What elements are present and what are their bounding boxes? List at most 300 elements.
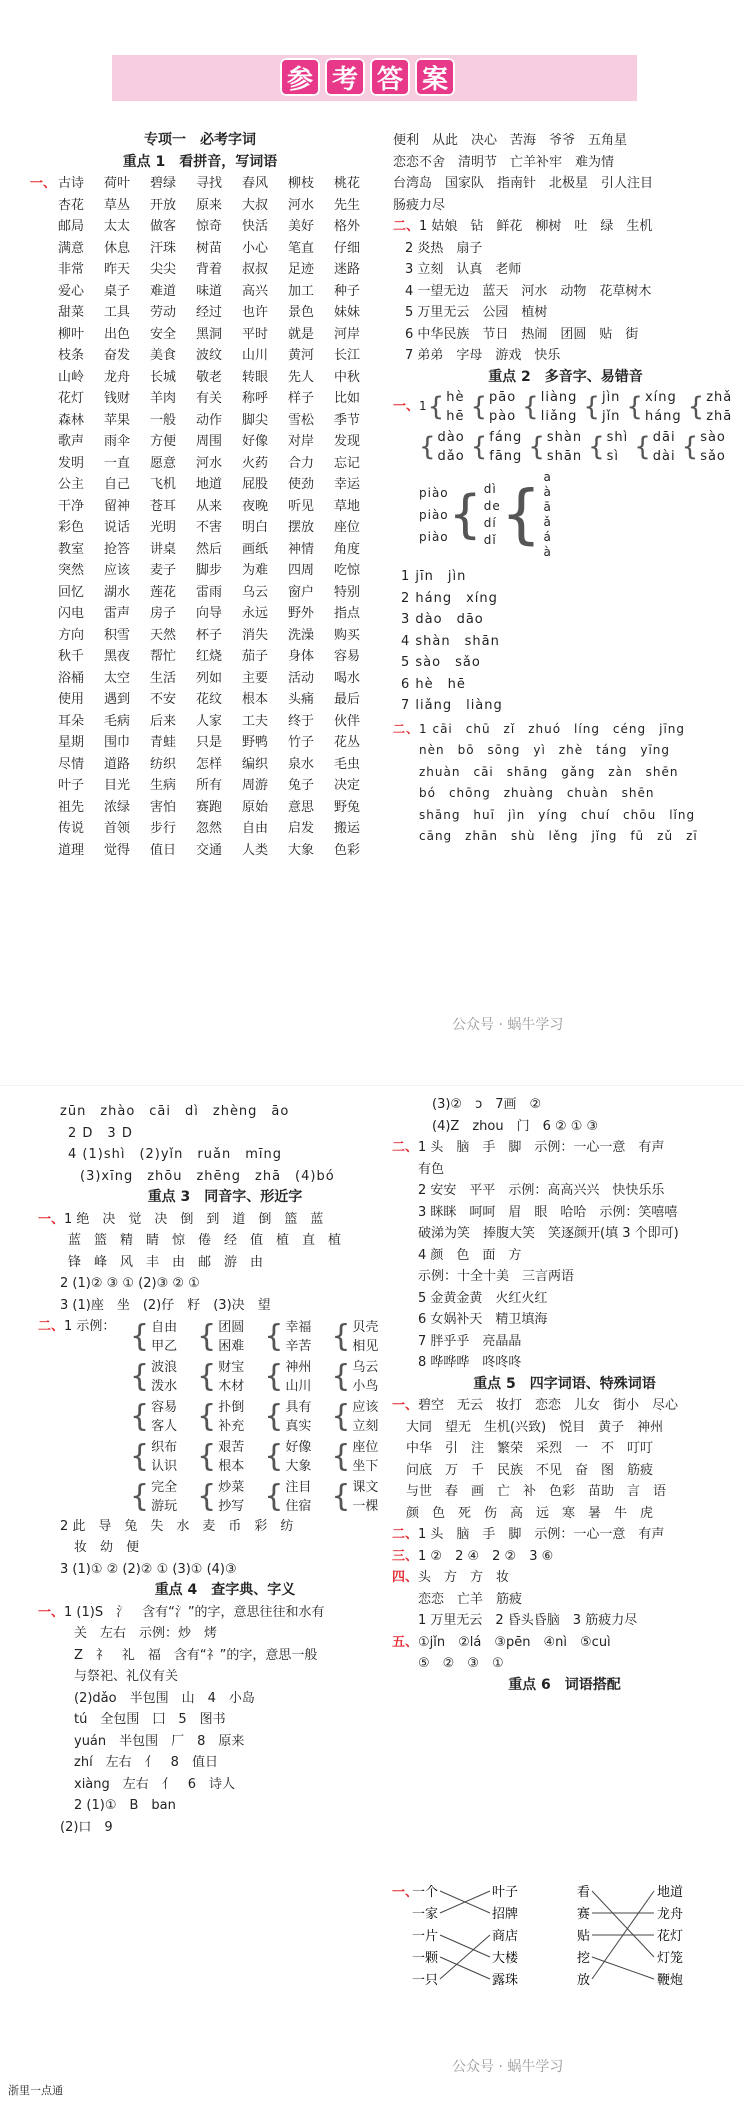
word: 仔细: [334, 240, 361, 256]
text-line: 5 sào sǎo: [401, 655, 481, 670]
pinyin-pair: [522, 388, 577, 426]
word: 荷叶: [104, 176, 131, 191]
word: 坐下: [352, 1458, 379, 1474]
pinyin: pāo: [489, 390, 517, 405]
word: 向导: [196, 606, 223, 621]
match-word: 露珠: [492, 1973, 519, 1988]
text-line: 6 女娲补天 精卫填海: [418, 1312, 548, 1327]
pinyin-pair: [682, 428, 726, 466]
word: 雷雨: [196, 584, 223, 600]
brace: {: [197, 1318, 217, 1354]
word: 彩色: [58, 520, 85, 535]
word-pair: [264, 1478, 311, 1516]
word-stack: [151, 1318, 177, 1356]
pinyin: dào: [437, 430, 465, 445]
word-stack: [285, 1358, 311, 1396]
word: 枝条: [58, 348, 85, 363]
word-stack: [285, 1438, 311, 1476]
text-line: 1 头 脑 手 脚 示例：一心一意 有声: [418, 1527, 665, 1542]
section-mark: 二、: [393, 721, 420, 736]
word: 昨天: [104, 262, 131, 277]
match-word: 鞭炮: [657, 1973, 684, 1988]
word: 周围: [196, 434, 223, 449]
word: 突然: [58, 563, 85, 578]
word: 大象: [288, 842, 315, 858]
section-mark: 四、: [392, 1570, 419, 1585]
brace: {: [681, 432, 699, 462]
word: 出色: [104, 326, 131, 342]
word: 帮忙: [150, 649, 177, 664]
word-pair: [197, 1318, 244, 1356]
text-line: 与祭祀、礼仪有关: [74, 1669, 179, 1684]
word-stack: [218, 1438, 244, 1476]
text-line: 1 ② 2 ④ 2 ② 3 ⑥: [418, 1548, 554, 1564]
text-line: 2 háng xíng: [401, 590, 498, 606]
page-title: [280, 58, 455, 96]
word-stack: [352, 1438, 378, 1476]
point-title: 重点 5 四字词语、特殊词语: [473, 1375, 656, 1392]
word-row: [30, 818, 370, 840]
word: 应该: [104, 563, 131, 578]
brace: {: [522, 392, 539, 422]
word-stack: [352, 1478, 378, 1516]
pinyin: piào: [419, 530, 449, 544]
text-line: (4)Z zhou 门 6 ② ① ③: [432, 1118, 599, 1134]
word: 人类: [242, 842, 269, 858]
word: 长城: [150, 369, 177, 385]
match-word: 一个: [412, 1885, 439, 1900]
word: 红烧: [196, 649, 223, 664]
brace: {: [197, 1478, 217, 1514]
text-line: 中华 引 注 繁荣 采烈 一 不 叮叮: [406, 1441, 654, 1456]
pinyin-stack: [607, 428, 629, 466]
word: 火药: [242, 455, 269, 471]
point-title: 重点 6 词语搭配: [508, 1676, 621, 1693]
word: 工夫: [242, 713, 269, 729]
word: 屁股: [242, 477, 269, 492]
text-line: (2)口 9: [60, 1819, 113, 1835]
match-diagram: [392, 1876, 737, 2011]
section-mark: 二、: [392, 1527, 419, 1542]
match-line: [440, 1957, 490, 1979]
word: 河水: [196, 455, 223, 471]
text-line: 5 金黄金黄 火红火红: [418, 1290, 548, 1306]
pinyin: ǎ: [543, 515, 552, 529]
word: 动作: [196, 412, 223, 428]
word-row: [30, 388, 370, 410]
section-mark: 二、: [392, 1140, 419, 1155]
word: 讲桌: [150, 541, 177, 557]
word: 非常: [58, 262, 85, 277]
text-line: 6 中华民族 节日 热闹 团圆 贴 街: [405, 326, 639, 342]
word: 抄写: [218, 1498, 245, 1514]
word-pair: [331, 1358, 378, 1396]
match-line: [440, 1935, 490, 1979]
word: 游玩: [151, 1498, 178, 1514]
text-line: Z 礻 礼 福 含有“礻”的字，意思一般: [74, 1647, 318, 1663]
word: 决定: [334, 778, 361, 793]
text-line: 3 (1)① ② (2)② ① (3)① (4)③: [60, 1561, 237, 1577]
word: 山川: [242, 348, 269, 363]
word: 交通: [196, 842, 223, 858]
word-row: [30, 453, 370, 475]
brace: {: [130, 1438, 150, 1474]
word-row: [30, 840, 370, 862]
word-pair: [331, 1318, 378, 1356]
word: 害怕: [150, 799, 177, 815]
word: 生活: [150, 670, 177, 686]
right-column-2: [392, 1094, 737, 1696]
text-line: 1 (1)S 氵 含有“氵”的字，意思往往和水有: [64, 1604, 325, 1620]
word: 河水: [288, 197, 315, 213]
word: 列如: [196, 670, 223, 686]
brace: {: [470, 392, 487, 422]
word: 只是: [196, 735, 223, 750]
text-line: 2 (1)② ③ ① (2)③ ② ①: [60, 1276, 200, 1291]
word: 苹果: [104, 412, 131, 428]
word-row: [30, 517, 370, 539]
word: 格外: [334, 219, 361, 234]
word: 野鸭: [242, 735, 269, 750]
word: 经过: [196, 305, 223, 320]
word: 转眼: [242, 369, 269, 385]
word-pair: [130, 1358, 177, 1396]
word: 周游: [242, 778, 269, 793]
brace: {: [197, 1358, 217, 1394]
word: 加工: [288, 283, 315, 299]
text-line: [393, 719, 738, 741]
match-word: 一只: [412, 1973, 439, 1988]
word: 色彩: [334, 842, 361, 858]
word: 高兴: [242, 283, 269, 299]
brace: {: [626, 392, 643, 422]
word: 画纸: [242, 541, 269, 557]
word-stack: [218, 1318, 244, 1356]
text-line: 3 dào dāo: [401, 612, 484, 627]
text-line: 4 一望无边 蓝天 河水 动物 花草树木: [405, 283, 652, 299]
word: 工具: [104, 305, 131, 320]
pinyin: sǎo: [700, 449, 726, 464]
word: 泼水: [151, 1378, 178, 1394]
pinyin: ā: [543, 500, 552, 514]
word: 敬老: [196, 369, 223, 385]
pinyin: shàn: [546, 430, 583, 445]
word: 中秋: [334, 369, 361, 385]
text-line: 与世 春 画 亡 补 色彩 苗助 言 语: [406, 1484, 667, 1499]
word: 完全: [151, 1479, 178, 1495]
match-word: 龙舟: [657, 1907, 684, 1922]
word: 消失: [242, 627, 269, 643]
section-mark: 一、: [38, 1211, 65, 1227]
word: 贝壳: [352, 1319, 379, 1335]
pinyin-pair: [626, 388, 681, 426]
text-line: 2 D 3 D: [68, 1125, 133, 1141]
word: 自由: [151, 1319, 178, 1335]
pinyin-pair: [528, 428, 582, 466]
word-pair: [331, 1438, 378, 1476]
section-mark: 一、: [38, 1604, 65, 1620]
word: 财宝: [218, 1359, 245, 1375]
word: 做客: [150, 219, 177, 234]
word-pair: [264, 1438, 311, 1476]
word: 惊奇: [196, 219, 223, 234]
word: 湖水: [104, 584, 131, 600]
word-row: [30, 668, 370, 690]
pinyin: fáng: [489, 430, 523, 445]
word: 雪松: [288, 412, 315, 428]
section-mark: 二、: [38, 1319, 65, 1334]
word: 教室: [58, 541, 85, 557]
pinyin-stack: [602, 388, 620, 426]
word-row: [30, 496, 370, 518]
word: 野兔: [334, 799, 361, 815]
word: 值日: [150, 842, 177, 858]
brace: {: [419, 432, 436, 462]
section-mark: 一、: [30, 176, 57, 191]
title-char: 参: [280, 58, 320, 96]
word: 活动: [288, 670, 315, 686]
word: 甲乙: [151, 1338, 178, 1354]
word: 困难: [218, 1338, 245, 1354]
word: 合力: [288, 455, 315, 471]
word: 幸福: [285, 1319, 312, 1335]
pinyin: zhǎ: [706, 390, 733, 405]
word: 听见: [288, 498, 315, 514]
text-line: 碧空 无云 妆打 恋恋 儿女 街小 尽心: [418, 1398, 679, 1413]
text-line: [393, 783, 738, 805]
text-line: 6 hè hē: [401, 676, 466, 692]
word-row: [30, 732, 370, 754]
pinyin: a: [543, 470, 552, 484]
word: 补充: [218, 1418, 245, 1434]
word-row: [30, 689, 370, 711]
word: 也许: [242, 305, 269, 320]
word: 森林: [58, 412, 85, 428]
word: 忽然: [196, 821, 223, 836]
word: 尽情: [58, 756, 85, 772]
word: 劳动: [150, 305, 177, 320]
word: 对岸: [288, 434, 315, 449]
word: 安全: [150, 326, 177, 342]
word: 野外: [288, 606, 315, 621]
word: 美好: [288, 219, 315, 234]
word-row: [30, 474, 370, 496]
word: 吃惊: [334, 563, 361, 578]
word: 碧绿: [150, 176, 177, 191]
watermark: 公众号 · 蜗牛学习: [452, 1017, 564, 1033]
word-pair: [331, 1398, 378, 1436]
word: 座位: [352, 1439, 379, 1455]
word: 真实: [285, 1418, 312, 1434]
brace: {: [130, 1318, 150, 1354]
brace: {: [427, 392, 445, 422]
word: 先生: [334, 197, 361, 213]
word-row: [30, 431, 370, 453]
word: 身体: [288, 649, 315, 664]
pinyin: dǎo: [437, 449, 465, 464]
word: 太太: [104, 219, 131, 234]
word-row: [30, 539, 370, 561]
word-pair: [130, 1318, 177, 1356]
point-title: 重点 2 多音字、易错音: [488, 368, 643, 385]
word-row: [30, 711, 370, 733]
brace: {: [331, 1398, 351, 1434]
section-mark: 一、: [392, 1398, 419, 1413]
word: 草地: [334, 498, 361, 514]
word: 黑夜: [104, 649, 131, 664]
word: 公主: [58, 477, 85, 492]
word: 桌子: [104, 283, 131, 299]
match-word: 赛: [577, 1907, 591, 1922]
pinyin-stack: [645, 388, 682, 426]
text-line: 1 万里无云 2 昏头昏脑 3 筋疲力尽: [418, 1613, 638, 1628]
word: 爱心: [58, 283, 85, 299]
pinyin: xíng: [644, 390, 677, 405]
word: 喝水: [334, 670, 361, 686]
word: 小鸟: [352, 1378, 379, 1394]
text-line: tú 全包围 囗 5 图书: [74, 1712, 226, 1727]
match-word: 花灯: [657, 1929, 684, 1944]
pinyin-stack: [653, 428, 676, 466]
word: 波纹: [196, 348, 223, 363]
word: 称呼: [242, 391, 269, 406]
word-stack: [352, 1358, 378, 1396]
word: 难道: [150, 283, 177, 299]
word: 大象: [285, 1458, 312, 1474]
brace: {: [197, 1438, 217, 1474]
word: 遇到: [104, 692, 131, 707]
word: 好像: [285, 1439, 312, 1455]
word: 怎样: [196, 756, 223, 772]
pinyin: dì: [483, 482, 497, 496]
word: 小心: [242, 240, 269, 256]
word: 永远: [242, 606, 269, 621]
word: 容易: [151, 1399, 178, 1415]
word: 留神: [104, 498, 131, 514]
match-word: 一颗: [412, 1951, 439, 1966]
word: 快活: [242, 219, 269, 234]
word: 耳朵: [58, 713, 85, 729]
pinyin-pair: [471, 428, 523, 466]
word: 围巾: [104, 735, 131, 750]
text-line: (3)② ɔ 7画 ②: [432, 1097, 542, 1112]
word: 明白: [242, 520, 269, 535]
word: 黑洞: [196, 326, 223, 342]
word: 有关: [196, 391, 223, 406]
text-line: 台湾岛 国家队 指南针 北极星 引人注目: [393, 176, 654, 191]
text-line: 问底 万 千 民族 不见 奋 图 筋疲: [406, 1462, 654, 1478]
title-char: 案: [415, 58, 455, 96]
text-line: ⑤ ② ③ ①: [418, 1656, 504, 1671]
word: 麦子: [150, 563, 177, 578]
pinyin: dài: [652, 449, 676, 464]
match-word: 大楼: [492, 1951, 519, 1966]
word: 愿意: [150, 455, 177, 471]
word: 苍耳: [150, 498, 177, 514]
word: 闪电: [58, 606, 85, 621]
word: 根本: [242, 692, 269, 707]
word-stack: [352, 1398, 378, 1436]
text-line: 2 炎热 扇子: [405, 240, 483, 256]
word: 乌云: [352, 1359, 379, 1375]
text-line: zūn zhào cāi dì zhèng āo: [60, 1104, 290, 1119]
pinyin: háng: [644, 409, 682, 424]
word: 美食: [150, 348, 177, 363]
word: 生病: [150, 778, 177, 793]
word: 好像: [242, 434, 269, 449]
word: 竹子: [288, 735, 315, 750]
pinyin: de: [483, 499, 501, 513]
match-word: 招牌: [492, 1907, 519, 1922]
word: 应该: [352, 1399, 379, 1415]
word-pair: [130, 1478, 177, 1516]
word: 住宿: [285, 1498, 312, 1514]
section-mark: 一、: [393, 399, 420, 415]
brace: {: [588, 432, 605, 462]
pinyin: dǐ: [483, 533, 497, 547]
word: 使劲: [288, 477, 315, 492]
text-line: 7 弟弟 字母 游戏 快乐: [405, 348, 561, 363]
word-grid: [30, 173, 370, 861]
word: 雷声: [104, 606, 131, 621]
word: 炒菜: [218, 1479, 245, 1495]
word: 说话: [104, 520, 131, 535]
word: 一直: [104, 455, 131, 471]
word-pair: [197, 1438, 244, 1476]
text-line: 4 颜 色 面 方: [418, 1247, 522, 1263]
word-row: [30, 259, 370, 281]
text-line: 8 哗哗哗 咚咚咚: [418, 1355, 522, 1370]
word-row: [30, 625, 370, 647]
pinyin: jǐn: [601, 409, 621, 424]
word: 目光: [104, 778, 131, 793]
pinyin-pair: [688, 388, 733, 426]
text-line: [393, 762, 738, 784]
brace: {: [264, 1398, 284, 1434]
section-title: 专项一 必考字词: [144, 132, 256, 148]
brace: {: [130, 1398, 150, 1434]
word: 容易: [334, 649, 361, 664]
text-line: 恋恋 亡羊 筋疲: [418, 1591, 523, 1607]
word: 泉水: [288, 756, 315, 772]
word: 飞机: [150, 477, 177, 492]
text-line: 示例：十全十美 三言两语: [418, 1269, 575, 1284]
word: 伙伴: [334, 713, 361, 729]
word: 草丛: [104, 197, 131, 213]
word: 不安: [150, 692, 177, 707]
word: 满意: [58, 240, 85, 256]
pinyin-stack: [438, 428, 465, 466]
word: 地道: [196, 477, 223, 492]
word: 立刻: [352, 1418, 379, 1434]
word-pair: [197, 1398, 244, 1436]
text-line: xiàng 左右 亻 6 诗人: [74, 1776, 236, 1792]
pinyin: fāng: [489, 449, 523, 464]
word: 迷路: [334, 262, 361, 277]
word-stack: [151, 1438, 177, 1476]
word: 洗澡: [288, 627, 315, 643]
text-line: 3 立刻 认真 老师: [405, 262, 522, 277]
brace: {: [264, 1478, 284, 1514]
text-line: 1 绝 决 觉 决 倒 到 道 倒 篮 蓝: [64, 1211, 324, 1227]
word: 干净: [58, 498, 85, 514]
word: 一般: [150, 412, 177, 428]
word: 味道: [196, 283, 223, 299]
brace: {: [687, 392, 705, 422]
match-word: 灯笼: [657, 1951, 684, 1966]
pinyin-stack: [446, 388, 464, 426]
word: 课文: [352, 1479, 379, 1495]
